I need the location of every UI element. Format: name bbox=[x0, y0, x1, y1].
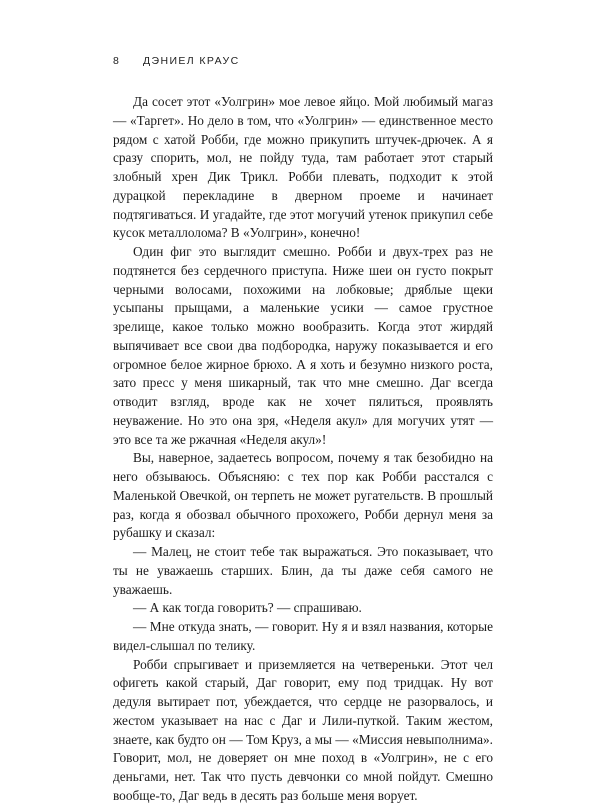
dialogue-line: — Мне откуда знать, — говорит. Ну я и взял названия, которые видел-слышал по телику. bbox=[113, 619, 493, 653]
paragraph: Робби спрыгивает и приземляется на четвереньки. Этот чел офигеть какой старый, Даг говорит, ему под тридцак. Ну вот дедуля вытирает пот, убеждается, что сердце не разорвалось, и жестом указывает на нас с Даг и Лили-путкой. Таким жестом, знаете, как будто он — Том Круз, а мы — «Миссия невыполнима». Говорит, мол, не доверяет он мне поход в «Уолгрин», не с его деньгами, нет. Так что пусть девчонки со мной пойдут. Смешно вообще-то, Даг ведь в десять раз больше меня ворует. bbox=[113, 656, 493, 803]
body-text bbox=[113, 93, 493, 806]
running-head bbox=[113, 55, 493, 71]
paragraph: Вы, наверное, задаетесь вопросом, почему я так безобидно на него обзываюсь. Объясняю: с тех пор как Робби расстался с Маленькой Овечкой, он терпеть не может ругательств. В прошлый раз, когда я обозвал обычного прохожего, Робби дернул меня за рубашку и сказал: bbox=[113, 450, 493, 541]
paragraph: Один фиг это выглядит смешно. Робби и двух-трех раз не подтянется без сердечного приступа. Ниже шеи он густо покрыт черными волосами, похожими на лобковые; дряблые щеки усыпаны прыщами, а маленькие усики — самое грустное зрелище, какое только можно вообразить. Когда этот жирдяй выпячивает все свои два подбородка, наружу показывается и его огромное белое жирное брюхо. А я хоть и безумно низкого роста, зато пресс у меня шикарный, так что мне смешно. Даг всегда отводит взгляд, вроде как не хочет пялиться, проявлять неуважение. Но это она зря, «Неделя акул» для могучих утят — это все та же ржачная «Неделя акул»! bbox=[113, 244, 493, 447]
page-number: 8 bbox=[113, 55, 119, 67]
dialogue-line: — Малец, не стоит тебе так выражаться. Это показывает, что ты не уважаешь старших. Блин, да ты даже себя самого не уважаешь. bbox=[113, 544, 493, 597]
running-head-author: ДЭНИЕЛ КРАУС bbox=[143, 55, 240, 67]
dialogue-line: — А как тогда говорить? — спрашиваю. bbox=[133, 600, 362, 616]
paragraph: Да сосет этот «Уолгрин» мое левое яйцо. Мой любимый магаз — «Таргет». Но дело в том, что «Уолгрин» — единственное место рядом с хатой Робби, где можно прикупить штучек-дрючек. А я сразу спорить, мол, не пойду туда, там работает этот старый злобный хрен Дик Трикл. Робби плевать, подходит к этой дурацкой перекладине в дверном проеме и начинает подтягиваться. И угадайте, где этот могучий утенок прикупил себе кусок металлолома? В «Уолгрин», конечно! bbox=[113, 94, 493, 241]
